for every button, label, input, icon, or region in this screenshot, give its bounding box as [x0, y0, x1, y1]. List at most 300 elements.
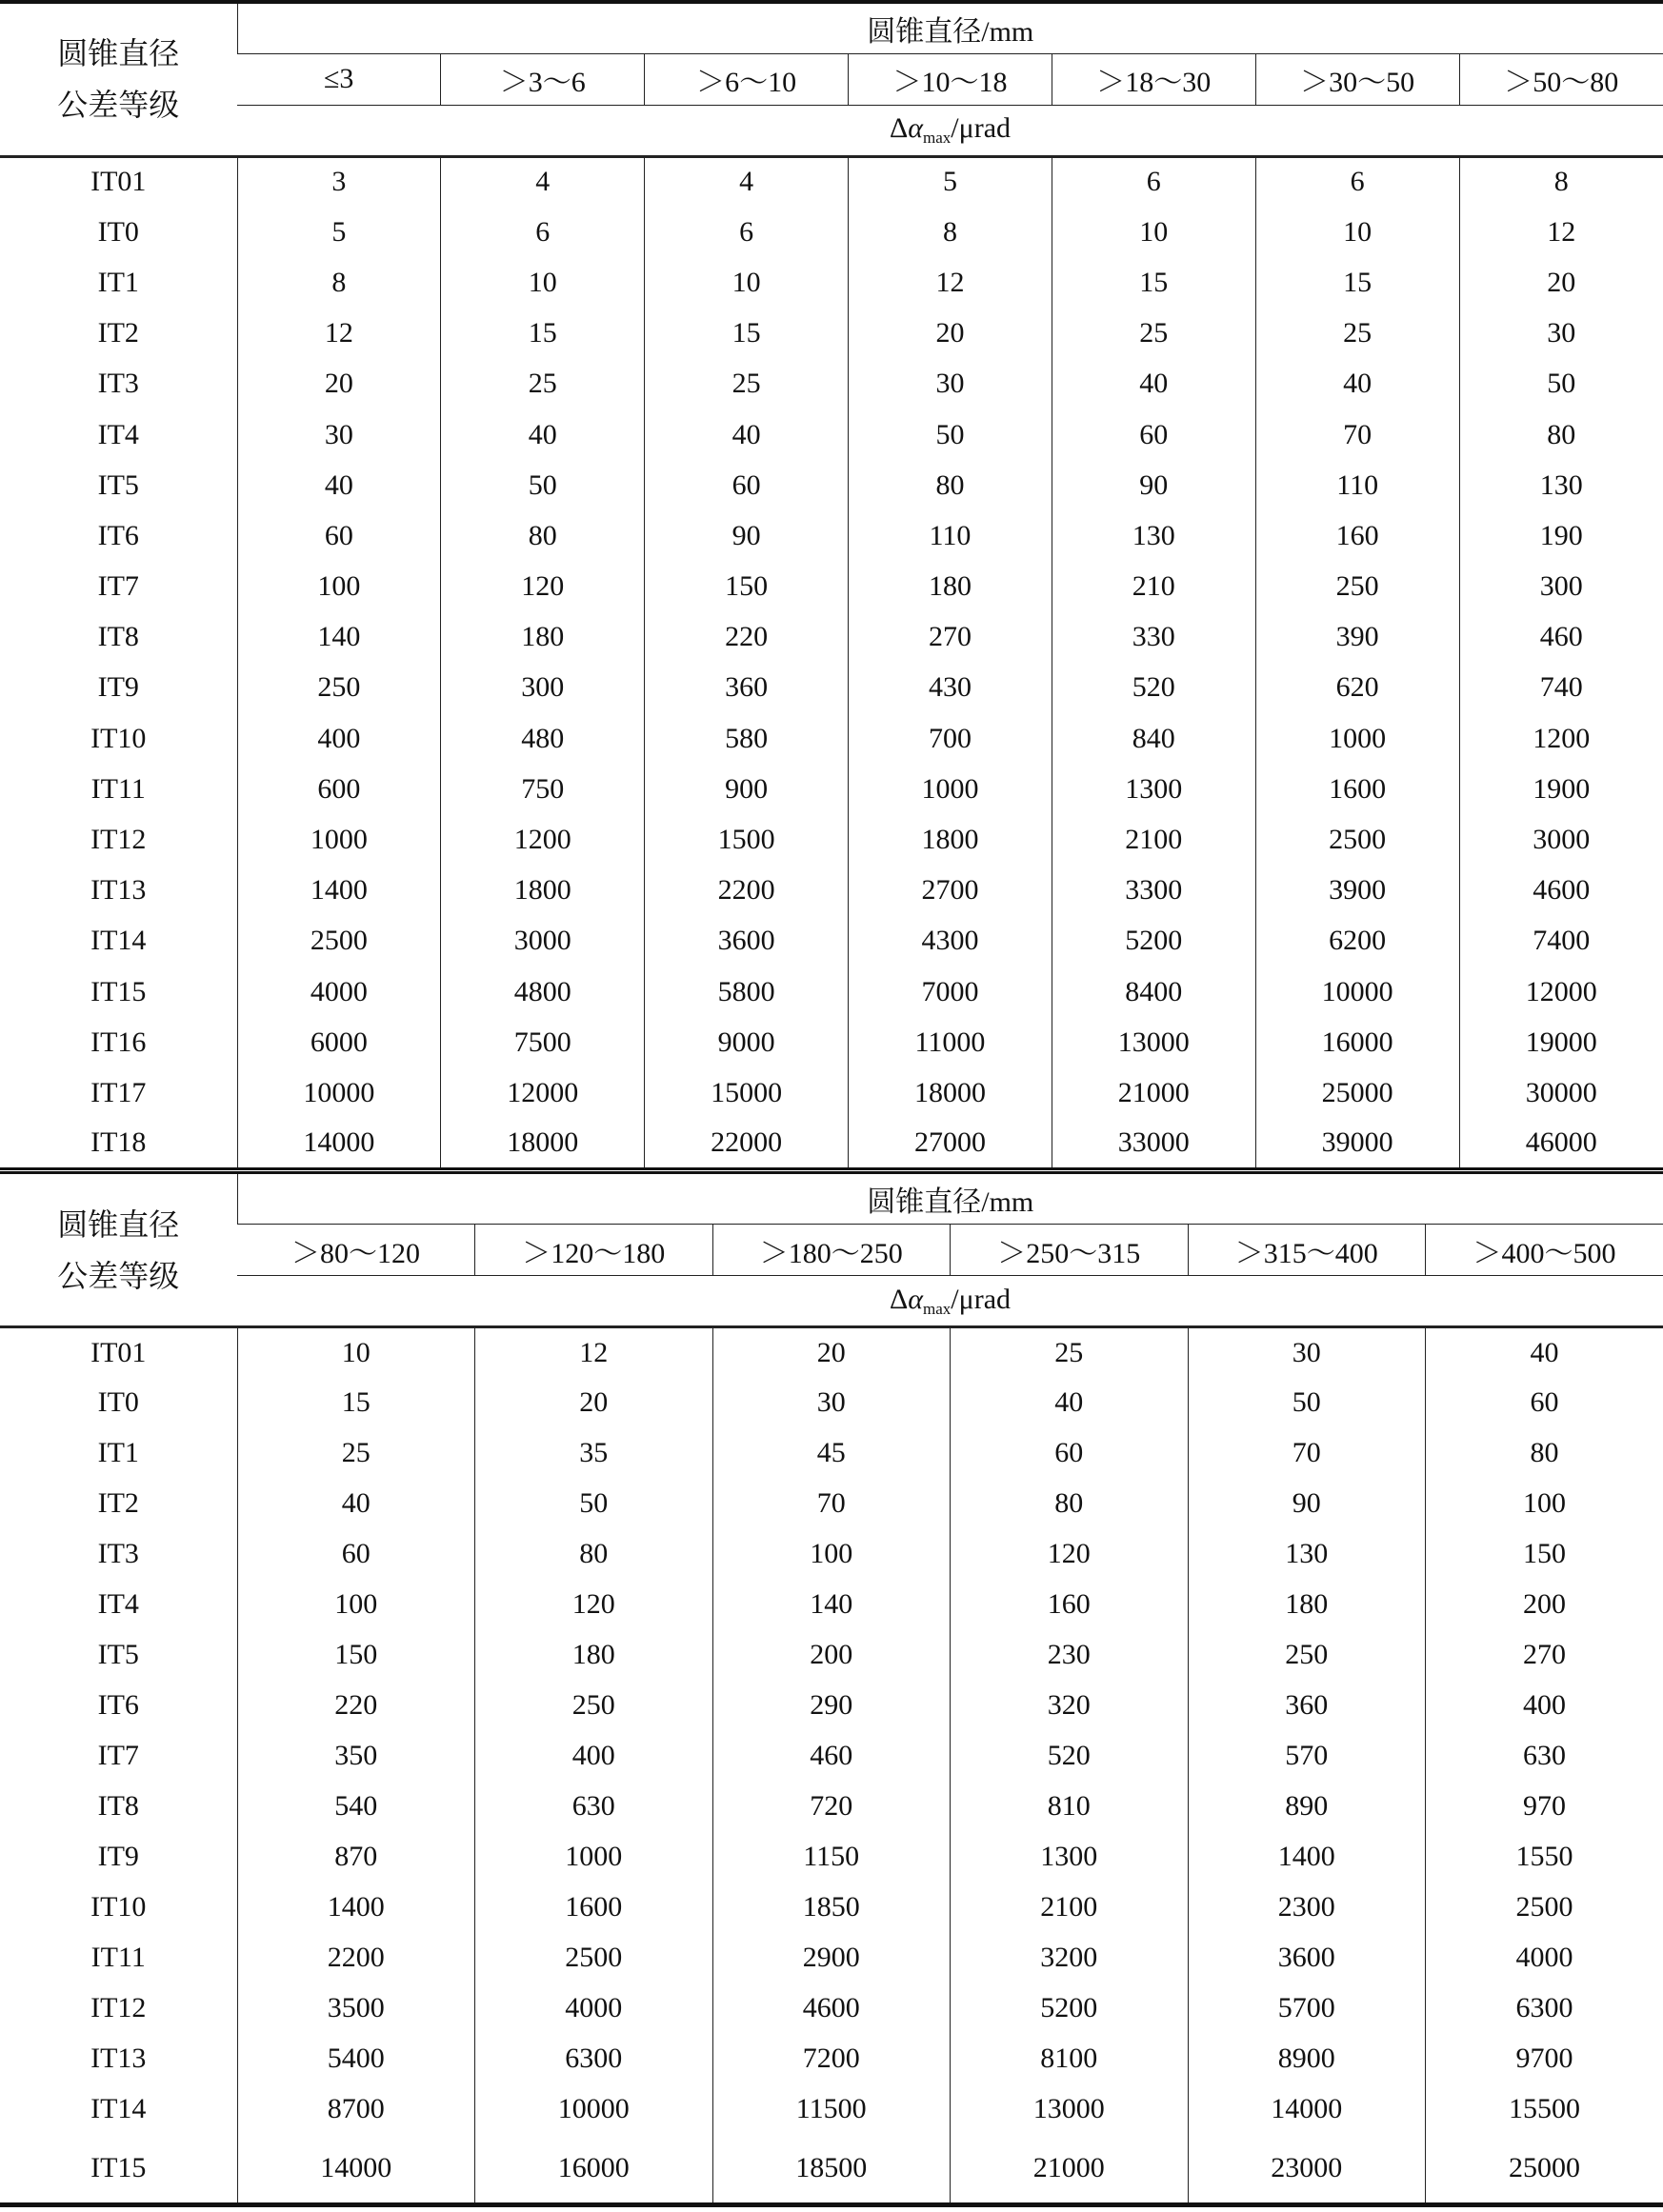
- value-cell: 20: [849, 309, 1052, 359]
- value-cell: 80: [849, 460, 1052, 510]
- column-header-row: [0, 53, 1663, 105]
- table-row: [0, 257, 1663, 308]
- table-row: [0, 1378, 1663, 1428]
- column-header: ＞80～120: [237, 1225, 475, 1276]
- value-cell: 220: [645, 612, 849, 663]
- value-cell: 2500: [237, 916, 441, 967]
- value-cell: 360: [645, 663, 849, 713]
- value-cell: 720: [712, 1782, 951, 1832]
- grade-cell: IT15: [90, 975, 147, 1007]
- value-cell: 2300: [1188, 1883, 1426, 1933]
- grade-cell: IT01: [90, 1336, 147, 1368]
- value-cell: 110: [1255, 460, 1459, 510]
- grade-cell: IT01: [90, 166, 147, 198]
- value-cell: 10: [441, 257, 645, 308]
- group-label: 圆锥直径/mm: [237, 2, 1663, 53]
- value-cell: 12: [237, 309, 441, 359]
- grade-cell: IT9: [97, 1841, 139, 1872]
- unit-rest: /μrad: [951, 112, 1012, 144]
- value-cell: 2700: [849, 866, 1052, 916]
- value-cell: 630: [1426, 1731, 1663, 1782]
- column-header: ＞6～10: [645, 53, 849, 105]
- grade-cell: IT3: [97, 368, 139, 400]
- value-cell: 200: [712, 1630, 951, 1681]
- value-cell: 11000: [849, 1017, 1052, 1067]
- table-row: [0, 1983, 1663, 2034]
- value-cell: 12: [475, 1327, 713, 1378]
- value-cell: 870: [237, 1832, 475, 1883]
- value-cell: 290: [712, 1681, 951, 1731]
- value-cell: 3000: [1459, 814, 1663, 865]
- value-cell: 40: [237, 460, 441, 510]
- value-cell: 230: [951, 1630, 1189, 1681]
- value-cell: 15: [645, 309, 849, 359]
- value-cell: 6: [1255, 156, 1459, 207]
- unit-subscript: max: [923, 129, 952, 147]
- value-cell: 10000: [237, 1067, 441, 1118]
- value-cell: 4800: [441, 967, 645, 1017]
- column-header: ≤3: [237, 53, 441, 105]
- value-cell: 250: [237, 663, 441, 713]
- header-row: [0, 2, 1663, 53]
- value-cell: 3500: [237, 1983, 475, 2034]
- value-cell: 30000: [1459, 1067, 1663, 1118]
- grade-cell: IT7: [97, 1740, 139, 1771]
- value-cell: 1500: [645, 814, 849, 865]
- value-cell: 2900: [712, 1933, 951, 1983]
- table-row: [0, 562, 1663, 612]
- table-row: [0, 1479, 1663, 1529]
- value-cell: 40: [1255, 359, 1459, 409]
- value-cell: 21000: [951, 2135, 1189, 2205]
- value-cell: 90: [645, 510, 849, 561]
- value-cell: 8900: [1188, 2034, 1426, 2084]
- grade-cell: IT8: [97, 621, 139, 653]
- row-header-line: 公差等级: [57, 1258, 180, 1293]
- value-cell: 39000: [1255, 1119, 1459, 1169]
- value-cell: 480: [441, 713, 645, 764]
- value-cell: 620: [1255, 663, 1459, 713]
- table-row: [0, 866, 1663, 916]
- value-cell: 3600: [1188, 1933, 1426, 1983]
- value-cell: 400: [475, 1731, 713, 1782]
- value-cell: 90: [1052, 460, 1255, 510]
- value-cell: 390: [1255, 612, 1459, 663]
- row-header: [0, 1173, 237, 1327]
- value-cell: 900: [645, 764, 849, 814]
- grade-cell: IT5: [97, 468, 139, 501]
- table-row: [0, 1017, 1663, 1067]
- unit-label: [237, 105, 1663, 156]
- value-cell: 5200: [951, 1983, 1189, 2034]
- value-cell: 1400: [237, 866, 441, 916]
- value-cell: 60: [1426, 1378, 1663, 1428]
- value-cell: 400: [1426, 1681, 1663, 1731]
- value-cell: 10: [645, 257, 849, 308]
- value-cell: 15: [1052, 257, 1255, 308]
- value-cell: 1150: [712, 1832, 951, 1883]
- value-cell: 5: [849, 156, 1052, 207]
- value-cell: 350: [237, 1731, 475, 1782]
- value-cell: 80: [475, 1529, 713, 1580]
- value-cell: 5: [237, 207, 441, 257]
- value-cell: 25: [951, 1327, 1189, 1378]
- value-cell: 150: [237, 1630, 475, 1681]
- value-cell: 1200: [1459, 713, 1663, 764]
- value-cell: 11500: [712, 2084, 951, 2135]
- value-cell: 1000: [237, 814, 441, 865]
- value-cell: 50: [441, 460, 645, 510]
- value-cell: 810: [951, 1782, 1189, 1832]
- value-cell: 27000: [849, 1119, 1052, 1169]
- value-cell: 9000: [645, 1017, 849, 1067]
- value-cell: 1000: [1255, 713, 1459, 764]
- value-cell: 100: [237, 1580, 475, 1630]
- value-cell: 150: [1426, 1529, 1663, 1580]
- value-cell: 70: [1188, 1428, 1426, 1479]
- grade-cell: IT13: [90, 874, 147, 907]
- value-cell: 5200: [1052, 916, 1255, 967]
- unit-row: [0, 105, 1663, 156]
- value-cell: 3000: [441, 916, 645, 967]
- value-cell: 40: [237, 1479, 475, 1529]
- value-cell: 100: [712, 1529, 951, 1580]
- table-row: [0, 1428, 1663, 1479]
- value-cell: 6300: [1426, 1983, 1663, 2034]
- value-cell: 10: [1052, 207, 1255, 257]
- value-cell: 40: [645, 409, 849, 460]
- grade-cell: IT15: [90, 2152, 147, 2184]
- value-cell: 8400: [1052, 967, 1255, 1017]
- table-row: [0, 460, 1663, 510]
- value-cell: 120: [475, 1580, 713, 1630]
- value-cell: 270: [1426, 1630, 1663, 1681]
- column-header: ＞120～180: [475, 1225, 713, 1276]
- value-cell: 360: [1188, 1681, 1426, 1731]
- value-cell: 250: [1188, 1630, 1426, 1681]
- value-cell: 8: [237, 257, 441, 308]
- column-header-row: [0, 1225, 1663, 1276]
- value-cell: 700: [849, 713, 1052, 764]
- value-cell: 30: [237, 409, 441, 460]
- value-cell: 1000: [475, 1832, 713, 1883]
- unit-row: [0, 1276, 1663, 1327]
- value-cell: 4000: [475, 1983, 713, 2034]
- value-cell: 430: [849, 663, 1052, 713]
- value-cell: 20: [1459, 257, 1663, 308]
- grade-cell: IT12: [90, 824, 147, 856]
- value-cell: 30: [1188, 1327, 1426, 1378]
- table-row: [0, 1327, 1663, 1378]
- value-cell: 12: [849, 257, 1052, 308]
- value-cell: 70: [712, 1479, 951, 1529]
- value-cell: 3300: [1052, 866, 1255, 916]
- value-cell: 20: [475, 1378, 713, 1428]
- table-row: [0, 156, 1663, 207]
- column-header: ＞250～315: [951, 1225, 1189, 1276]
- grade-cell: IT5: [97, 1639, 139, 1670]
- table-row: [0, 1119, 1663, 1169]
- value-cell: 460: [712, 1731, 951, 1782]
- table-row: [0, 1731, 1663, 1782]
- value-cell: 4300: [849, 916, 1052, 967]
- table-row: [0, 1883, 1663, 1933]
- value-cell: 80: [951, 1479, 1189, 1529]
- value-cell: 14000: [1188, 2084, 1426, 2135]
- value-cell: 40: [1052, 359, 1255, 409]
- row-header-line: 公差等级: [57, 88, 180, 123]
- value-cell: 60: [237, 510, 441, 561]
- unit-delta: Δ: [889, 1283, 909, 1315]
- value-cell: 15: [441, 309, 645, 359]
- value-cell: 400: [237, 713, 441, 764]
- value-cell: 60: [645, 460, 849, 510]
- grade-cell: IT9: [97, 671, 139, 704]
- value-cell: 35: [475, 1428, 713, 1479]
- value-cell: 1600: [475, 1883, 713, 1933]
- header-row: [0, 1173, 1663, 1225]
- grade-cell: IT0: [97, 1386, 139, 1418]
- value-cell: 21000: [1052, 1067, 1255, 1118]
- table-row: [0, 510, 1663, 561]
- value-cell: 1850: [712, 1883, 951, 1933]
- table-row: [0, 713, 1663, 764]
- value-cell: 570: [1188, 1731, 1426, 1782]
- value-cell: 520: [1052, 663, 1255, 713]
- value-cell: 1600: [1255, 764, 1459, 814]
- value-cell: 580: [645, 713, 849, 764]
- value-cell: 15: [237, 1378, 475, 1428]
- grade-cell: IT2: [97, 1487, 139, 1519]
- value-cell: 25: [1052, 309, 1255, 359]
- table-row: [0, 814, 1663, 865]
- value-cell: 130: [1052, 510, 1255, 561]
- value-cell: 13000: [951, 2084, 1189, 2135]
- value-cell: 220: [237, 1681, 475, 1731]
- table-row: [0, 1681, 1663, 1731]
- value-cell: 10: [1255, 207, 1459, 257]
- value-cell: 10000: [475, 2084, 713, 2135]
- value-cell: 540: [237, 1782, 475, 1832]
- grade-cell: IT16: [90, 1026, 147, 1058]
- value-cell: 4000: [237, 967, 441, 1017]
- grade-cell: IT6: [97, 519, 139, 551]
- table-row: [0, 764, 1663, 814]
- value-cell: 6200: [1255, 916, 1459, 967]
- value-cell: 5400: [237, 2034, 475, 2084]
- value-cell: 1900: [1459, 764, 1663, 814]
- table-row: [0, 663, 1663, 713]
- table-row: [0, 1529, 1663, 1580]
- value-cell: 1550: [1426, 1832, 1663, 1883]
- value-cell: 2500: [1255, 814, 1459, 865]
- value-cell: 18500: [712, 2135, 951, 2205]
- value-cell: 12000: [441, 1067, 645, 1118]
- grade-cell: IT0: [97, 215, 139, 248]
- value-cell: 16000: [475, 2135, 713, 2205]
- value-cell: 5800: [645, 967, 849, 1017]
- value-cell: 15000: [645, 1067, 849, 1118]
- grade-cell: IT14: [90, 2093, 147, 2124]
- value-cell: 60: [951, 1428, 1189, 1479]
- value-cell: 45: [712, 1428, 951, 1479]
- value-cell: 14000: [237, 2135, 475, 2205]
- table-row: [0, 207, 1663, 257]
- value-cell: 3900: [1255, 866, 1459, 916]
- value-cell: 6: [1052, 156, 1255, 207]
- tolerance-table-2: [0, 1171, 1663, 2207]
- value-cell: 180: [1188, 1580, 1426, 1630]
- value-cell: 40: [951, 1378, 1189, 1428]
- value-cell: 23000: [1188, 2135, 1426, 2205]
- value-cell: 330: [1052, 612, 1255, 663]
- value-cell: 10000: [1255, 967, 1459, 1017]
- column-header: ＞10～18: [849, 53, 1052, 105]
- value-cell: 100: [1426, 1479, 1663, 1529]
- grade-cell: IT1: [97, 1437, 139, 1468]
- value-cell: 460: [1459, 612, 1663, 663]
- table-row: [0, 916, 1663, 967]
- value-cell: 3600: [645, 916, 849, 967]
- value-cell: 14000: [237, 1119, 441, 1169]
- table-row: [0, 1630, 1663, 1681]
- value-cell: 8: [1459, 156, 1663, 207]
- value-cell: 20: [712, 1327, 951, 1378]
- value-cell: 2200: [237, 1933, 475, 1983]
- value-cell: 130: [1188, 1529, 1426, 1580]
- table-row: [0, 409, 1663, 460]
- value-cell: 6: [645, 207, 849, 257]
- value-cell: 120: [951, 1529, 1189, 1580]
- value-cell: 6: [441, 207, 645, 257]
- grade-cell: IT3: [97, 1538, 139, 1569]
- row-header-line: 圆锥直径: [57, 1206, 180, 1242]
- value-cell: 30: [712, 1378, 951, 1428]
- value-cell: 890: [1188, 1782, 1426, 1832]
- value-cell: 4: [441, 156, 645, 207]
- value-cell: 750: [441, 764, 645, 814]
- value-cell: 30: [849, 359, 1052, 409]
- value-cell: 1400: [1188, 1832, 1426, 1883]
- value-cell: 15: [1255, 257, 1459, 308]
- value-cell: 110: [849, 510, 1052, 561]
- table-row: [0, 359, 1663, 409]
- value-cell: 190: [1459, 510, 1663, 561]
- column-header: ＞180～250: [712, 1225, 951, 1276]
- value-cell: 1300: [1052, 764, 1255, 814]
- value-cell: 20: [237, 359, 441, 409]
- value-cell: 50: [849, 409, 1052, 460]
- value-cell: 8: [849, 207, 1052, 257]
- grade-cell: IT1: [97, 266, 139, 298]
- table-row: [0, 1933, 1663, 1983]
- value-cell: 2500: [475, 1933, 713, 1983]
- value-cell: 150: [645, 562, 849, 612]
- value-cell: 2200: [645, 866, 849, 916]
- value-cell: 40: [441, 409, 645, 460]
- value-cell: 70: [1255, 409, 1459, 460]
- value-cell: 90: [1188, 1479, 1426, 1529]
- column-header: ＞315～400: [1188, 1225, 1426, 1276]
- value-cell: 80: [1459, 409, 1663, 460]
- value-cell: 1800: [441, 866, 645, 916]
- value-cell: 630: [475, 1782, 713, 1832]
- value-cell: 19000: [1459, 1017, 1663, 1067]
- grade-cell: IT8: [97, 1790, 139, 1822]
- column-header: ＞400～500: [1426, 1225, 1663, 1276]
- value-cell: 40: [1426, 1327, 1663, 1378]
- table-row: [0, 2084, 1663, 2135]
- value-cell: 520: [951, 1731, 1189, 1782]
- grade-cell: IT12: [90, 1992, 147, 2023]
- value-cell: 840: [1052, 713, 1255, 764]
- value-cell: 6000: [237, 1017, 441, 1067]
- column-header: ＞50～80: [1459, 53, 1663, 105]
- grade-cell: IT6: [97, 1689, 139, 1721]
- value-cell: 3: [237, 156, 441, 207]
- column-header: ＞18～30: [1052, 53, 1255, 105]
- value-cell: 60: [237, 1529, 475, 1580]
- unit-label: [237, 1276, 1663, 1327]
- value-cell: 13000: [1052, 1017, 1255, 1067]
- value-cell: 7200: [712, 2034, 951, 2084]
- grade-cell: IT11: [90, 1942, 146, 1973]
- value-cell: 15500: [1426, 2084, 1663, 2135]
- value-cell: 1800: [849, 814, 1052, 865]
- value-cell: 8700: [237, 2084, 475, 2135]
- group-label: 圆锥直径/mm: [237, 1173, 1663, 1225]
- value-cell: 80: [1426, 1428, 1663, 1479]
- value-cell: 60: [1052, 409, 1255, 460]
- grade-cell: IT2: [97, 317, 139, 349]
- table-row: [0, 309, 1663, 359]
- value-cell: 9700: [1426, 2034, 1663, 2084]
- table-row: [0, 2135, 1663, 2205]
- grade-cell: IT18: [90, 1126, 147, 1159]
- value-cell: 25: [1255, 309, 1459, 359]
- value-cell: 25000: [1426, 2135, 1663, 2205]
- value-cell: 7400: [1459, 916, 1663, 967]
- value-cell: 250: [475, 1681, 713, 1731]
- value-cell: 300: [441, 663, 645, 713]
- value-cell: 180: [849, 562, 1052, 612]
- value-cell: 12000: [1459, 967, 1663, 1017]
- table-row: [0, 2034, 1663, 2084]
- value-cell: 7500: [441, 1017, 645, 1067]
- value-cell: 200: [1426, 1580, 1663, 1630]
- value-cell: 80: [441, 510, 645, 561]
- value-cell: 740: [1459, 663, 1663, 713]
- value-cell: 100: [237, 562, 441, 612]
- value-cell: 33000: [1052, 1119, 1255, 1169]
- value-cell: 4600: [1459, 866, 1663, 916]
- value-cell: 270: [849, 612, 1052, 663]
- value-cell: 50: [1188, 1378, 1426, 1428]
- grade-cell: IT11: [90, 772, 146, 805]
- unit-alpha: α: [908, 1283, 924, 1315]
- value-cell: 4: [645, 156, 849, 207]
- value-cell: 1300: [951, 1832, 1189, 1883]
- unit-rest: /μrad: [951, 1283, 1012, 1315]
- value-cell: 2100: [951, 1883, 1189, 1933]
- value-cell: 50: [475, 1479, 713, 1529]
- grade-cell: IT17: [90, 1076, 147, 1108]
- value-cell: 25: [645, 359, 849, 409]
- value-cell: 1400: [237, 1883, 475, 1933]
- value-cell: 12: [1459, 207, 1663, 257]
- value-cell: 210: [1052, 562, 1255, 612]
- value-cell: 600: [237, 764, 441, 814]
